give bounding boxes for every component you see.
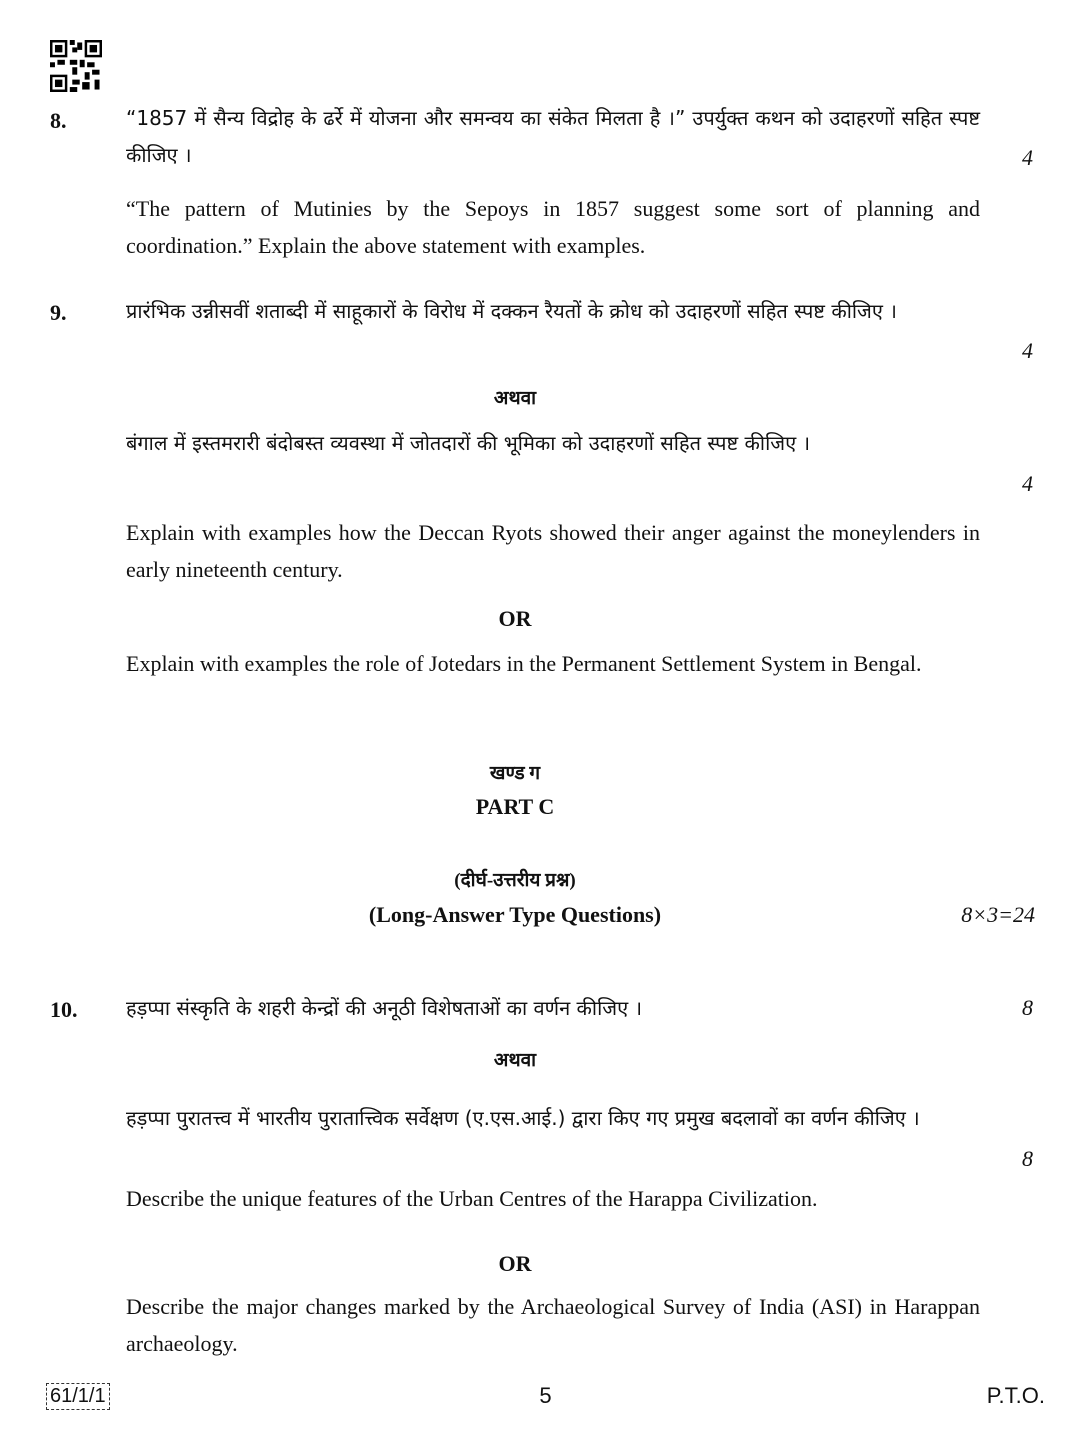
q9-athva: अथवा — [493, 388, 537, 409]
q10-athva: अथवा — [493, 1050, 537, 1071]
question-number-10: 10. — [50, 997, 78, 1022]
question-number-8: 8. — [50, 108, 67, 133]
part-c-hindi-subtitle: (दीर्घ-उत्तरीय प्रश्न) — [454, 870, 576, 891]
q8-hindi-text: “1857 में सैन्य विद्रोह के ढर्रे में योजना और समन्वय का संकेत मिलता है ।” उपर्युक्त कथन को उदाहरणों सहित स्पष्ट कीजिए । — [126, 106, 980, 167]
please-turn-over: P.T.O. — [986, 1383, 1045, 1408]
q10-english-text-b: Describe the major changes marked by the Archaeological Survey of India (ASI) in Harappan archaeology. — [126, 1294, 980, 1356]
q8-english-text: “The pattern of Mutinies by the Sepoys in 1857 suggest some sort of planning and coordination.” Explain the above statement with examples. — [126, 196, 980, 258]
q8-marks: 4 — [1022, 145, 1033, 170]
page-number: 5 — [539, 1383, 552, 1408]
q9-english-text-b: Explain with examples the role of Jotedars in the Permanent Settlement System in Bengal. — [126, 651, 922, 676]
q10-english-text-a: Describe the unique features of the Urban Centres of the Harappa Civilization. — [126, 1186, 818, 1211]
q10-marks-b: 8 — [1022, 1146, 1033, 1171]
q10-marks-a: 8 — [1022, 995, 1033, 1020]
part-c-title: PART C — [475, 794, 555, 819]
q9-english-text-a: Explain with examples how the Deccan Ryots showed their anger against the moneylenders in early nineteenth century. — [126, 520, 980, 582]
part-c-hindi-title: खण्ड ग — [489, 763, 541, 784]
q10-hindi-text-a: हड़प्पा संस्कृति के शहरी केन्द्रों की अनूठी विशेषताओं का वर्णन कीजिए । — [126, 996, 643, 1020]
q9-hindi-text-b: बंगाल में इस्तमरारी बंदोबस्त व्यवस्था में जोतदारों की भूमिका को उदाहरणों सहित स्पष्ट कीजिए । — [126, 431, 811, 455]
question-number-9: 9. — [50, 300, 67, 325]
q10-hindi-text-b: हड़प्पा पुरातत्त्व में भारतीय पुरातात्त्विक सर्वेक्षण (ए.एस.आई.) द्वारा किए गए प्रमुख बदलावों का वर्णन कीजिए । — [126, 1106, 920, 1130]
part-c-subtitle: (Long-Answer Type Questions) — [368, 902, 662, 927]
part-c-marks: 8×3=24 — [961, 902, 1035, 927]
q9-marks-b: 4 — [1022, 471, 1033, 496]
qr-code-icon — [50, 40, 102, 92]
q10-or: OR — [498, 1251, 532, 1276]
q9-marks-a: 4 — [1022, 338, 1033, 363]
q9-hindi-text-a: प्रारंभिक उन्नीसवीं शताब्दी में साहूकारों के विरोध में दक्कन रैयतों के क्रोध को उदाहरणों सहित स्पष्ट कीजिए । — [126, 299, 897, 323]
q9-or: OR — [498, 606, 532, 631]
paper-code: 61/1/1 — [46, 1383, 110, 1410]
